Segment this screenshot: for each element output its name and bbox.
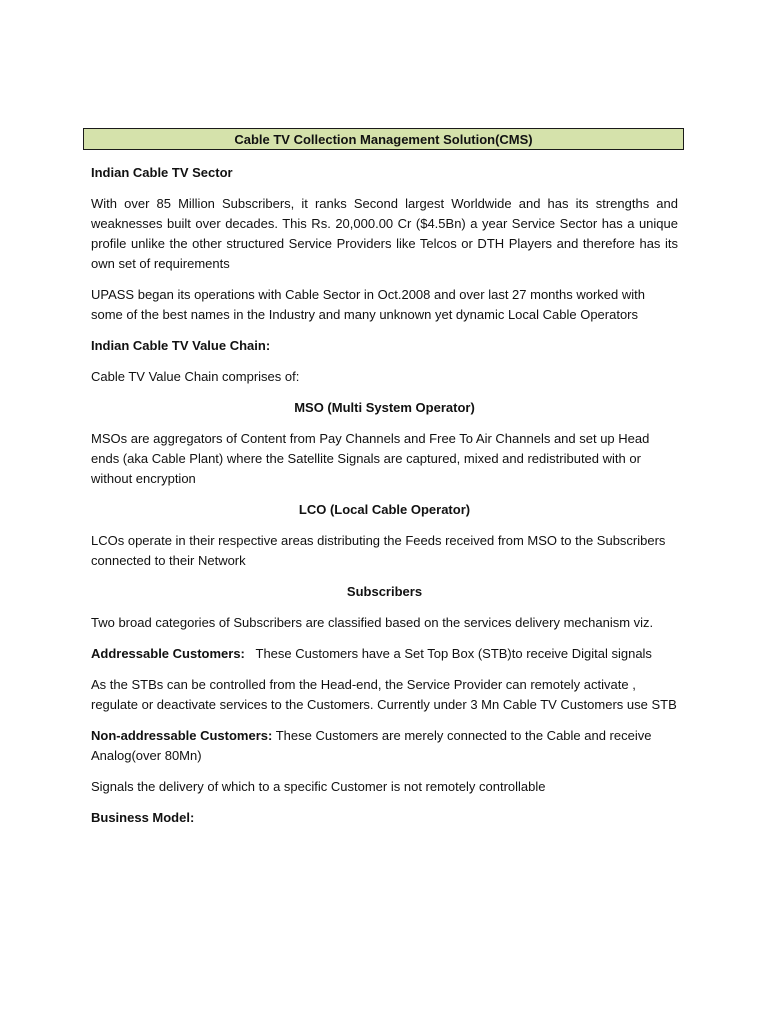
label-addressable-customers: Addressable Customers: <box>91 646 245 661</box>
text-non-addressable-customers: These Customers are merely connected to the Cable and receive Analog(over 80Mn) <box>91 728 652 763</box>
paragraph-non-addressable-customers <box>91 726 678 766</box>
paragraph-signals: Signals the delivery of which to a specific Customer is not remotely controllable <box>91 779 546 794</box>
paragraph-sector-overview: With over 85 Million Subscribers, it ranks Second largest Worldwide and has its strengths and weaknesses built over decades. This Rs. 20,000.00 Cr ($4.5Bn) a year Service Sector has a unique profile unlike the other structured Service Providers like Telcos or DTH Players and therefore has its own set of requirements <box>91 196 678 271</box>
paragraph-upass-operations: UPASS began its operations with Cable Sector in Oct.2008 and over last 27 months worked with some of the best names in the Industry and many unknown yet dynamic Local Cable Operators <box>91 287 645 322</box>
text-addressable-customers: These Customers have a Set Top Box (STB)to receive Digital signals <box>255 646 652 661</box>
heading-mso: MSO (Multi System Operator) <box>294 400 475 415</box>
heading-subscribers: Subscribers <box>346 584 423 599</box>
document-body <box>91 163 678 839</box>
heading-business-model: Business Model: <box>91 810 195 825</box>
label-non-addressable-customers: Non-addressable Customers: <box>91 728 273 743</box>
document-title: Cable TV Collection Management Solution(CMS) <box>83 128 684 150</box>
paragraph-stb-control: As the STBs can be controlled from the Head-end, the Service Provider can remotely activate , regulate or deactivate services to the Customers. Currently under 3 Mn Cable TV Customers use STB <box>91 677 677 712</box>
paragraph-value-chain-intro: Cable TV Value Chain comprises of: <box>91 369 300 384</box>
paragraph-subscribers: Two broad categories of Subscribers are classified based on the services delivery mechanism viz. <box>91 615 654 630</box>
heading-lco: LCO (Local Cable Operator) <box>298 502 471 517</box>
paragraph-addressable-customers <box>91 644 678 664</box>
heading-value-chain: Indian Cable TV Value Chain: <box>91 338 271 353</box>
paragraph-mso: MSOs are aggregators of Content from Pay Channels and Free To Air Channels and set up Head ends (aka Cable Plant) where the Satellite Signals are captured, mixed and redistributed with or without encryption <box>91 431 650 486</box>
paragraph-lco: LCOs operate in their respective areas distributing the Feeds received from MSO to the Subscribers connected to their Network <box>91 533 666 568</box>
heading-indian-cable-tv-sector: Indian Cable TV Sector <box>91 165 233 180</box>
